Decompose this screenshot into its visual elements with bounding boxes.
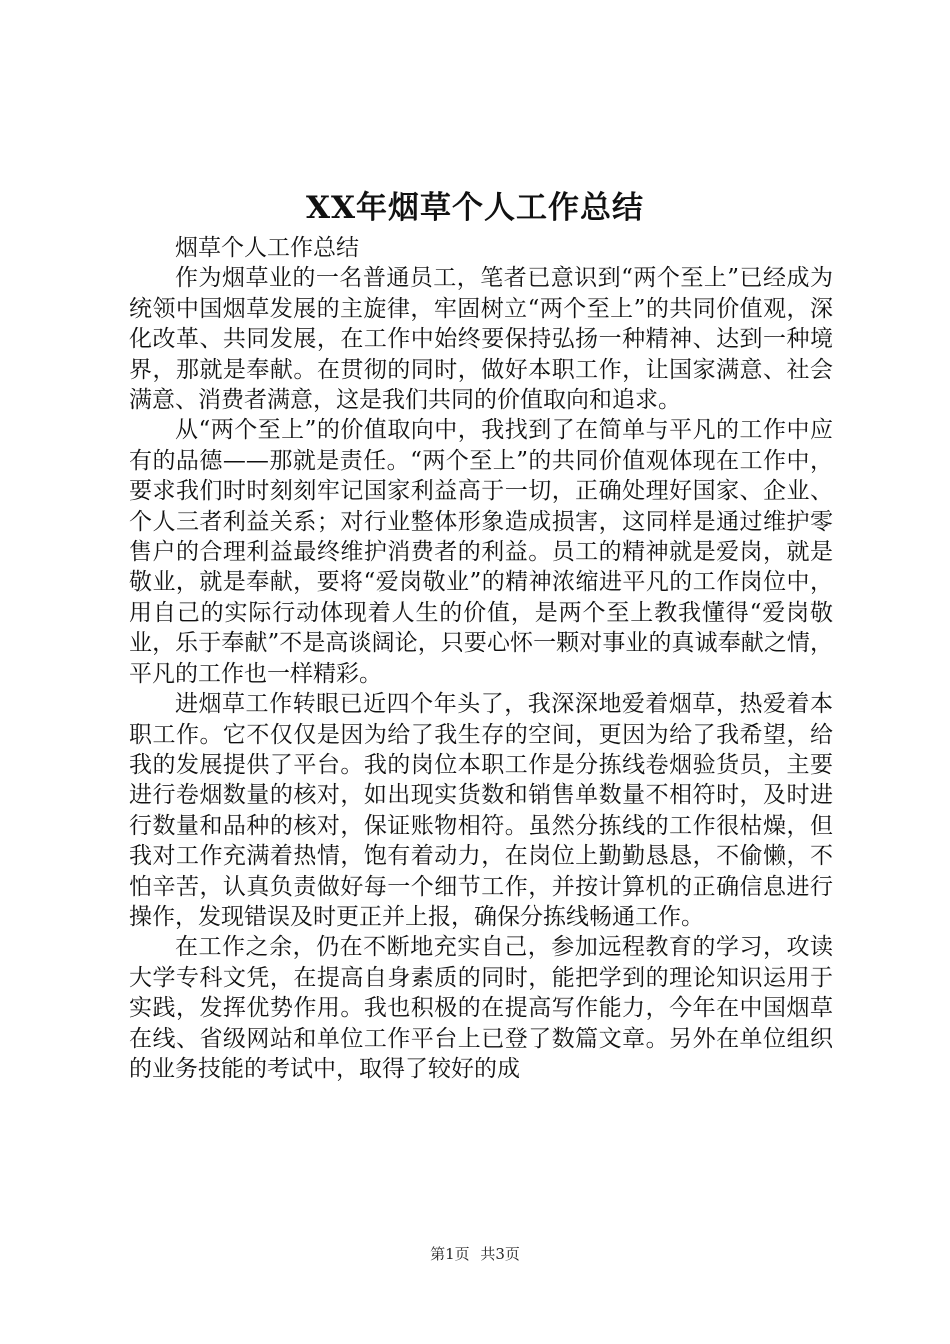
page-number: 第1页: [430, 1245, 470, 1263]
document-body: [129, 233, 833, 1084]
paragraph-subtitle: 烟草个人工作总结: [175, 235, 359, 261]
document-title: XX年烟草个人工作总结: [305, 190, 645, 226]
paragraph: 作为烟草业的一名普通员工，笔者已意识到“两个至上”已经成为统领中国烟草发展的主旋律，牢固树立“两个至上”的共同价值观，深化改革、共同发展，在工作中始终要保持弘扬一种精神、达到一种境界，那就是奉献。在贯彻的同时，做好本职工作，让国家满意、社会满意、消费者满意，这是我们共同的价值取向和追求。: [129, 265, 833, 414]
paragraph: 在工作之余，仍在不断地充实自己，参加远程教育的学习，攻读大学专科文凭，在提高自身素质的同时，能把学到的理论知识运用于实践，发挥优势作用。我也积极的在提高写作能力，今年在中国烟草在线、省级网站和单位工作平台上已登了数篇文章。另外在单位组织的业务技能的考试中，取得了较好的成: [129, 934, 833, 1082]
page-total: 共3页: [480, 1245, 520, 1263]
paragraph: 进烟草工作转眼已近四个年头了，我深深地爱着烟草，热爱着本职工作。它不仅仅是因为给了我生存的空间，更因为给了我希望，给我的发展提供了平台。我的岗位本职工作是分拣线卷烟验货员，主要进行卷烟数量的核对，如出现实货数和销售单数量不相符时，及时进行数量和品种的核对，保证账物相符。虽然分拣线的工作很枯燥，但我对工作充满着热情，饱有着动力，在岗位上勤勤恳恳，不偷懒，不怕辛苦，认真负责做好每一个细节工作，并按计算机的正确信息进行操作，发现错误及时更正并上报，确保分拣线畅通工作。: [129, 691, 833, 930]
page-footer: [0, 1244, 950, 1264]
paragraph: 从“两个至上”的价值取向中，我找到了在简单与平凡的工作中应有的品德——那就是责任。“两个至上”的共同价值观体现在工作中，要求我们时时刻刻牢记国家利益高于一切，正确处理好国家、企业、个人三者利益关系；对行业整体形象造成损害，这同样是通过维护零售户的合理利益最终维护消费者的利益。员工的精神就是爱岗，就是敬业，就是奉献，要将“爱岗敬业”的精神浓缩进平凡的工作岗位中，用自己的实际行动体现着人生的价值，是两个至上教我懂得“爱岗敬业，乐于奉献”不是高谈阔论，只要心怀一颗对事业的真诚奉献之情，平凡的工作也一样精彩。: [129, 417, 833, 687]
